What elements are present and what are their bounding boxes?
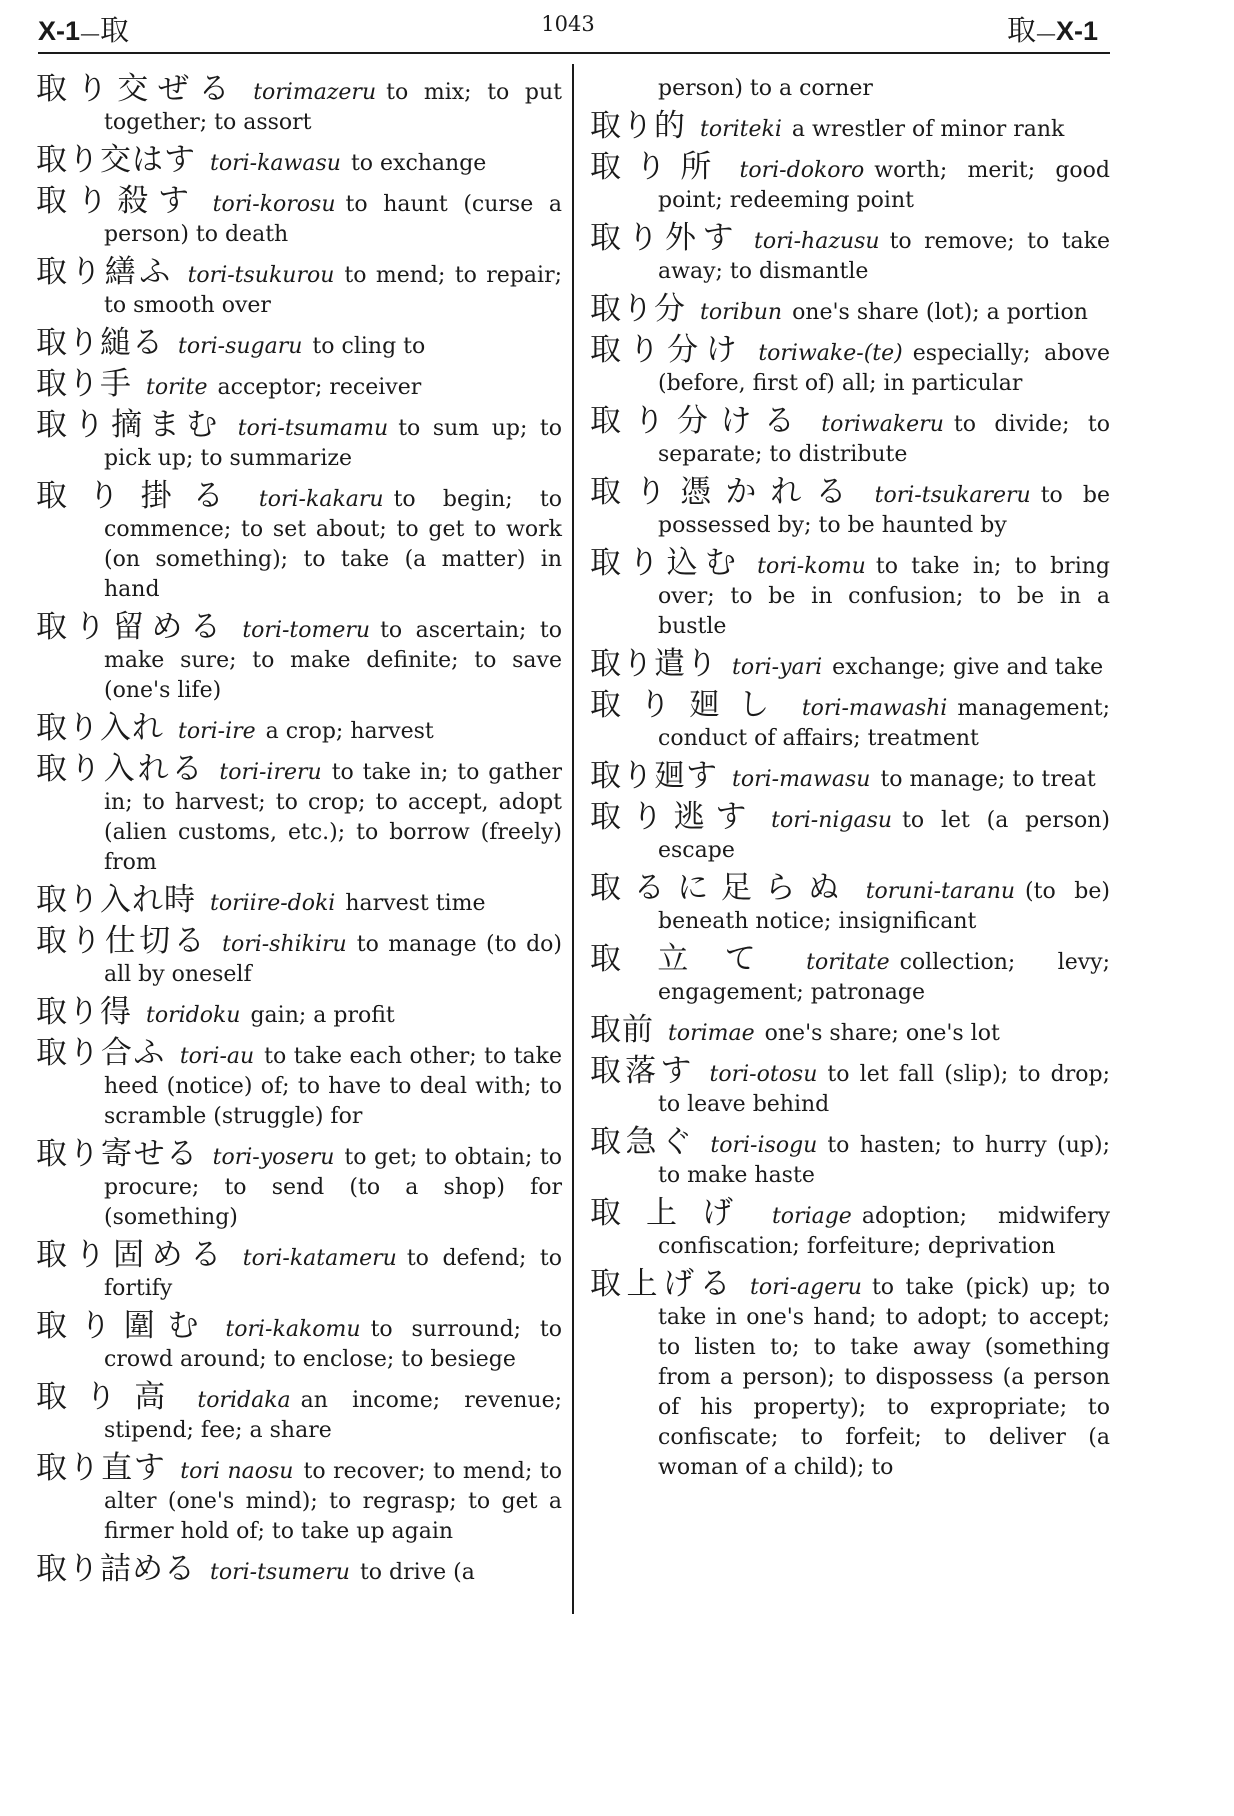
entry-definition: to begin; to commence; to set about; to get to work (on something); to take (a matter) in hand (104, 487, 562, 602)
entry-definition: gain; a profit (250, 1003, 395, 1028)
entry-definition: to exchange (350, 151, 487, 176)
dictionary-entry (590, 687, 1110, 754)
entry-headword: 取り廻す (590, 758, 718, 794)
left-head-kanji: 取 (100, 13, 130, 47)
entry-definition: to mend; to repair; to smooth over (104, 263, 562, 318)
page-number: 1043 (541, 12, 595, 36)
dictionary-entry (36, 142, 562, 179)
entry-reading: toriwakeru (821, 412, 944, 437)
entry-reading: toriage (771, 1204, 852, 1229)
entry-headword: 取り交はす (36, 142, 196, 178)
entry-reading: toribun (700, 300, 783, 325)
page-header (38, 8, 1098, 56)
dictionary-entry (36, 407, 562, 474)
entry-reading: tori-otosu (709, 1062, 818, 1087)
entry-headword: 取り逃す (590, 799, 758, 835)
dictionary-entry (590, 646, 1110, 683)
entry-headword: 取り分け (590, 332, 745, 368)
entry-headword: 取り仕切る (36, 923, 209, 959)
entry-reading: tori-nigasu (771, 808, 893, 833)
entry-reading: tori-kawasu (210, 151, 341, 176)
entry-definition: a crop; harvest (265, 719, 434, 744)
entry-reading: tori-tomeru (242, 618, 371, 643)
entry-headword: 取立て (590, 941, 793, 977)
entry-reading: toritate (806, 950, 890, 975)
dictionary-entry (590, 220, 1111, 287)
entry-headword: 取り高 (36, 1379, 184, 1415)
entry-definition: an income; revenue; stipend; fee; a share (104, 1388, 563, 1443)
dictionary-entry (36, 254, 562, 321)
dictionary-entry (36, 751, 562, 878)
entry-headword: 取り手 (36, 366, 132, 402)
entry-definition: to haunt (curse a person) to death (104, 192, 563, 247)
right-column-entries (590, 108, 1111, 1483)
dictionary-entry (590, 1266, 1110, 1483)
dictionary-entry (36, 882, 562, 919)
dictionary-entry (36, 710, 562, 747)
entry-reading: toriire-doki (210, 891, 336, 916)
entry-reading: tori naosu (180, 1459, 294, 1484)
entry-definition: to remove; to take away; to dismantle (658, 229, 1111, 284)
dictionary-entry (590, 1124, 1111, 1191)
entry-reading: tori-tsukareru (874, 483, 1031, 508)
entry-headword: 取り寄せる (36, 1136, 199, 1172)
entry-headword: 取り合ふ (36, 1035, 166, 1071)
entry-definition: to hasten; to hurry (up); to make haste (658, 1133, 1111, 1188)
dictionary-entry (36, 1035, 563, 1132)
entry-headword: 取り交ぜる (36, 71, 240, 107)
entry-definition: (to be) beneath notice; insignificant (658, 879, 1110, 934)
entry-definition: to defend; to fortify (104, 1246, 563, 1301)
entry-headword: 取るに足らぬ (590, 870, 852, 906)
left-running-head: X-1—取 (38, 13, 130, 47)
entry-reading: tori-dokoro (739, 158, 865, 183)
dictionary-entry (590, 941, 1110, 1008)
entry-headword: 取り憑かれる (590, 474, 861, 510)
entry-headword: 取り圍む (36, 1308, 212, 1344)
entry-headword: 取上げる (590, 1266, 736, 1302)
entry-definition: to surround; to crowd around; to enclose; to besiege (104, 1317, 562, 1372)
entry-reading: tori-katameru (242, 1246, 397, 1271)
dictionary-entry (590, 799, 1110, 866)
entry-reading: tori-korosu (212, 192, 336, 217)
entry-reading: tori-yoseru (212, 1145, 335, 1170)
header-rule (38, 52, 1110, 54)
entry-reading: tori-sugaru (178, 334, 303, 359)
entry-headword: 取り直す (36, 1450, 167, 1486)
dictionary-entry (590, 474, 1110, 541)
entry-headword: 取り掛る (36, 478, 245, 514)
entry-headword: 取り殺す (36, 183, 199, 219)
entry-definition: to get; to obtain; to procure; to send (to a shop) for (something) (104, 1145, 562, 1230)
entry-definition: to sum up; to pick up; to summarize (104, 416, 562, 471)
entry-reading: tori-kakaru (258, 487, 384, 512)
dictionary-entry (36, 1379, 563, 1446)
entry-definition: to mix; to put together; to assort (104, 80, 563, 135)
entry-headword: 取前 (590, 1012, 654, 1048)
entry-definition: one's share; one's lot (764, 1021, 1000, 1046)
dictionary-entry (590, 1053, 1111, 1120)
entry-headword: 取り的 (590, 108, 686, 144)
entry-reading: tori-mawasu (732, 767, 871, 792)
entry-definition: to drive (a (359, 1560, 475, 1585)
entry-reading: tori-komu (757, 554, 866, 579)
dictionary-entry (36, 325, 562, 362)
entry-reading: tori-hazusu (753, 229, 880, 254)
entry-definition: to recover; to mend; to alter (one's mind); to regrasp; to get a firmer hold of; to take up again (104, 1459, 563, 1544)
entry-definition: one's share (lot); a portion (792, 300, 1088, 325)
entry-definition: exchange; give and take (832, 655, 1104, 680)
entry-definition: especially; above (before, first of) all; in particular (658, 341, 1111, 396)
entry-definition: to manage (to do) all by oneself (104, 932, 563, 987)
entry-headword: 取落す (590, 1053, 696, 1089)
entry-headword: 取り分 (590, 291, 686, 327)
entry-reading: tori-ageru (749, 1275, 862, 1300)
entry-headword: 取り摘まむ (36, 407, 224, 443)
entry-reading: toridaka (197, 1388, 291, 1413)
dictionary-entry (590, 332, 1111, 399)
entry-reading: toridoku (146, 1003, 241, 1028)
entry-reading: torite (146, 375, 208, 400)
dictionary-entry (590, 545, 1110, 642)
entry-reading: tori-tsukurou (187, 263, 335, 288)
entry-definition: management; conduct of affairs; treatment (658, 696, 1110, 751)
entry-reading: tori-tsumeru (210, 1560, 350, 1585)
entry-headword: 取り入れる (36, 751, 206, 787)
entry-reading: tori-tsumamu (237, 416, 389, 441)
entry-headword: 取り固める (36, 1237, 229, 1273)
entry-reading: tori-ire (178, 719, 256, 744)
entry-reading: toriteki (700, 117, 782, 142)
entry-definition: to let fall (slip); to drop; to leave behind (658, 1062, 1111, 1117)
dictionary-entry (590, 870, 1110, 937)
dictionary-entry (590, 149, 1111, 216)
entry-headword: 取り繕ふ (36, 254, 174, 290)
entry-reading: tori-ireru (219, 760, 322, 785)
left-column (36, 71, 563, 1595)
dictionary-entry (590, 291, 1110, 328)
dictionary-entry (36, 1136, 562, 1233)
entry-definition: to take in; to gather in; to harvest; to crop; to accept, adopt (alien customs, etc.); to borrow (freely) from (104, 760, 562, 875)
entry-definition: to cling to (312, 334, 426, 359)
entry-reading: tori-au (179, 1044, 255, 1069)
entry-reading: tori-isogu (710, 1133, 818, 1158)
entry-definition: to take in; to bring over; to be in confusion; to be in a bustle (658, 554, 1110, 639)
dictionary-entry (36, 71, 563, 138)
dictionary-entry (36, 1237, 563, 1304)
dictionary-entry (36, 1450, 563, 1547)
entry-headword: 取り入れ (36, 710, 164, 746)
dictionary-entry (590, 1012, 1110, 1049)
entry-headword: 取上げ (590, 1195, 758, 1231)
dictionary-entry (590, 403, 1111, 470)
entry-reading: tori-mawashi (801, 696, 948, 721)
entry-reading: torimae (668, 1021, 755, 1046)
entry-headword: 取り入れ時 (36, 882, 196, 918)
entry-headword: 取り廻し (590, 687, 788, 723)
entry-headword: 取り込む (590, 545, 744, 581)
dictionary-entry (36, 478, 562, 605)
entry-definition: adoption; midwifery confiscation; forfeiture; deprivation (658, 1204, 1110, 1259)
dictionary-entry (36, 183, 563, 250)
entry-headword: 取り外す (590, 220, 740, 256)
right-head-kanji: 取 (1006, 13, 1036, 47)
entry-definition: to be possessed by; to be haunted by (658, 483, 1110, 538)
entry-headword: 取り詰める (36, 1551, 196, 1587)
entry-reading: toruni-taranu (865, 879, 1016, 904)
entry-headword: 取り得 (36, 994, 132, 1030)
entry-headword: 取急ぐ (590, 1124, 697, 1160)
entry-headword: 取り遣り (590, 646, 718, 682)
entry-headword: 取り分ける (590, 403, 808, 439)
dictionary-entry (590, 108, 1110, 145)
dictionary-entry (36, 1308, 562, 1375)
dictionary-entry (590, 758, 1110, 795)
entry-definition: to let (a person) escape (658, 808, 1110, 863)
entry-definition: to divide; to separate; to distribute (658, 412, 1111, 467)
dictionary-entry (590, 1195, 1110, 1262)
dictionary-entry (36, 1551, 562, 1588)
right-column (590, 74, 1110, 1490)
dictionary-entry (36, 923, 563, 990)
entry-reading: tori-shikiru (222, 932, 347, 957)
entry-definition: to take each other; to take heed (notice) of; to have to deal with; to scramble (struggle) for (104, 1044, 563, 1129)
entry-definition: worth; merit; good point; redeeming point (658, 158, 1111, 213)
entry-definition: acceptor; receiver (217, 375, 422, 400)
entry-definition: to take (pick) up; to take in one's hand; to adopt; to accept; to listen to; to take away (something from a person); to dispossess (a person of his property); to expropriate; to confiscate; to forfeit; to deliver (a woman of a child); to (658, 1275, 1110, 1480)
column-divider (572, 64, 574, 1614)
entry-reading: tori-yari (732, 655, 823, 680)
dictionary-entry (36, 366, 562, 403)
continued-definition: person) to a corner (658, 76, 873, 101)
entry-reading: tori-kakomu (225, 1317, 361, 1342)
entry-definition: a wrestler of minor rank (791, 117, 1065, 142)
entry-reading: toriwake-(te) (758, 341, 903, 366)
right-section-code: X-1 (1055, 16, 1098, 46)
left-section-code: X-1 (38, 16, 81, 46)
dictionary-entry (36, 994, 562, 1031)
entry-definition: to manage; to treat (880, 767, 1096, 792)
entry-reading: torimazeru (253, 80, 377, 105)
entry-definition: harvest time (345, 891, 486, 916)
entry-headword: 取り留める (36, 609, 229, 645)
entry-definition: collection; levy; engagement; patronage (658, 950, 1110, 1005)
right-running-head: 取—X-1 (1006, 13, 1098, 47)
entry-headword: 取り所 (590, 149, 726, 185)
entry-headword: 取り縋る (36, 325, 164, 361)
entry-definition: to ascertain; to make sure; to make definite; to save (one's life) (104, 618, 563, 703)
dictionary-entry (36, 609, 563, 706)
